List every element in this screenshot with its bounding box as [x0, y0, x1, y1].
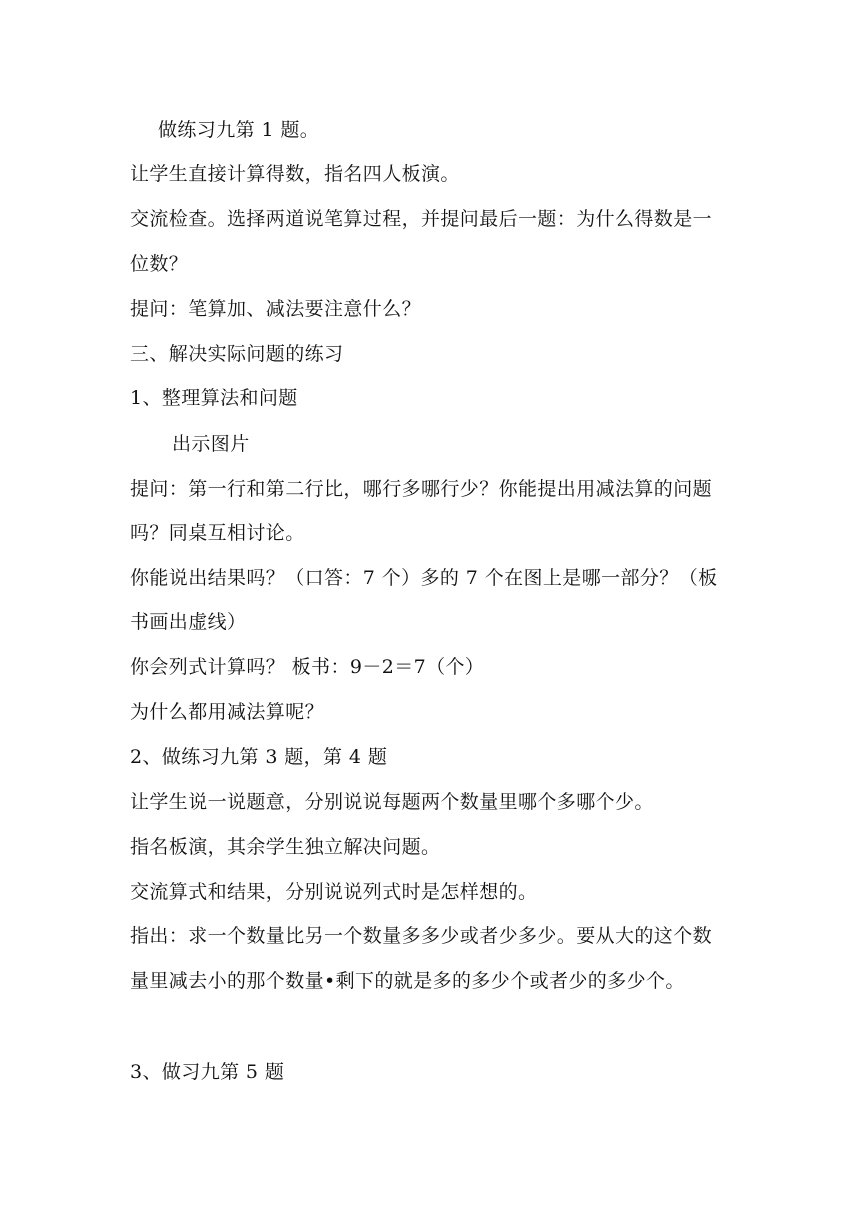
text-line: 吗？同桌互相讨论。 [130, 522, 305, 544]
text-line: 位数？ [130, 253, 189, 275]
text-line: 为什么都用减法算呢？ [130, 701, 325, 723]
text-line: 让学生直接计算得数，指名四人板演。 [130, 163, 460, 185]
text-line: 指名板演，其余学生独立解决问题。 [130, 836, 441, 858]
text-line: 让学生说一说题意，分别说说每题两个数量里哪个多哪个少。 [130, 791, 654, 813]
section-heading: 三、解决实际问题的练习 [130, 343, 344, 365]
text-line: 提问：笔算加、减法要注意什么？ [130, 298, 422, 320]
text-line: 提问：第一行和第二行比，哪行多哪行少？你能提出用减法算的问题 [130, 478, 713, 500]
text-line: 做练习九第 1 题。 [158, 119, 320, 141]
subsection-heading: 3、做习九第 5 题 [130, 1061, 285, 1083]
subsection-heading: 2、做练习九第 3 题，第 4 题 [130, 746, 388, 768]
text-line: 书画出虚线） [130, 611, 247, 633]
text-line: 交流算式和结果，分别说说列式时是怎样想的。 [130, 881, 538, 903]
text-line: 出示图片 [172, 433, 250, 455]
text-line: 你会列式计算吗？ 板书：9－2＝7（个） [130, 656, 485, 678]
text-line: 你能说出结果吗？（口答：7 个）多的 7 个在图上是哪一部分？（板 [130, 567, 718, 589]
text-line: 交流检查。选择两道说笔算过程，并提问最后一题：为什么得数是一 [130, 208, 713, 230]
text-line: 指出：求一个数量比另一个数量多多少或者少多少。要从大的这个数 [130, 925, 713, 947]
text-line: 量里减去小的那个数量•剩下的就是多的多少个或者少的多少个。 [130, 970, 685, 992]
subsection-heading: 1、整理算法和问题 [130, 387, 298, 409]
